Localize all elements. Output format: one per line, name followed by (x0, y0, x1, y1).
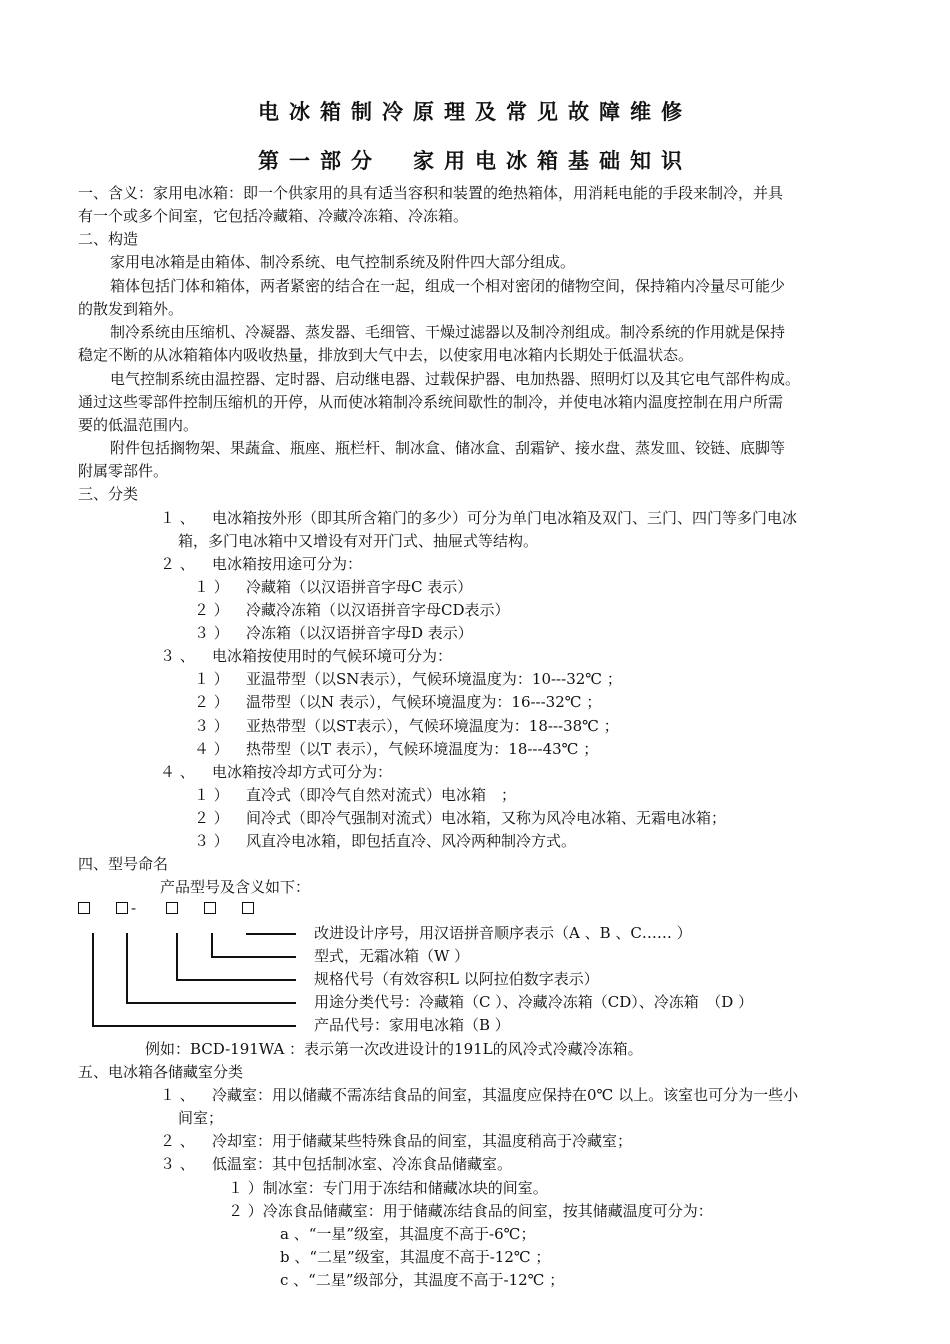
bracket-horizontal-4 (126, 1002, 296, 1004)
storage-3-1-text: １ ）制冰室：专门用于冻结和储藏冰块的间室。 (228, 1179, 548, 1197)
bracket-horizontal-1 (246, 933, 296, 935)
model-box-2 (116, 902, 128, 914)
construct-paragraph-3a: 制冷系统由压缩机、冷凝器、蒸发器、毛细管、干燥过滤器以及制冷剂组成。制冷系统的作用就是保持 (110, 323, 786, 341)
bracket-vertical-1 (92, 933, 94, 1026)
classify-1-text-b: 箱，多门电冰箱中又增设有对开门式、抽屉式等结构。 (178, 532, 539, 550)
classify-1-text-a: 电冰箱按外形（即其所含箱门的多少）可分为单门电冰箱及双门、三门、四门等多门电冰 (212, 509, 798, 527)
classify-4-3-text: 风直冷电冰箱，即包括直冷、风冷两种制冷方式。 (246, 832, 577, 850)
section-3-heading: 三、分类 (78, 485, 139, 503)
storage-star-b: b 、“二星”级室，其温度不高于-12℃ ； (280, 1248, 551, 1266)
classify-2-2-number: ２ ） (194, 601, 229, 619)
construct-paragraph-2b: 的散发到箱外。 (78, 300, 184, 318)
classify-4-number: ４ 、 (160, 763, 195, 781)
classify-3-2-number: ２ ） (194, 693, 229, 711)
classify-2-1-text: 冷藏箱（以汉语拼音字母C 表示） (246, 578, 473, 596)
section-2-heading: 二、构造 (78, 230, 139, 248)
construct-paragraph-5a: 附件包括搁物架、果蔬盒、瓶座、瓶栏杆、制冰盒、储冰盒、刮霜铲、接水盘、蒸发皿、铰链、底脚等 (110, 439, 786, 457)
classify-4-2-number: ２ ） (194, 809, 229, 827)
model-box-5 (242, 902, 254, 914)
storage-2-number: ２ 、 (160, 1132, 195, 1150)
classify-3-2-text: 温带型（以N 表示），气候环境温度为：16---32℃ ； (246, 693, 602, 711)
classify-3-1-text: 亚温带型（以SN表示），气候环境温度为：10---32℃ ； (246, 670, 622, 688)
storage-1-text-a: 冷藏室：用以储藏不需冻结食品的间室，其温度应保持在0℃ 以上。该室也可分为一些小 (212, 1086, 799, 1104)
model-box-3 (166, 902, 178, 914)
document-subtitle: 第一部分 家用电冰箱基础知识 (258, 148, 692, 173)
storage-3-text: 低温室：其中包括制冰室、冷冻食品储藏室。 (212, 1155, 513, 1173)
model-label-spec: 规格代号（有效容积L 以阿拉伯数字表示） (314, 970, 599, 988)
classify-3-1-number: １ ） (194, 670, 229, 688)
classify-4-3-number: ３ ） (194, 832, 229, 850)
storage-2-text: 冷却室：用于储藏某些特殊食品的间室，其温度稍高于冷藏室； (212, 1132, 633, 1150)
bracket-horizontal-3 (176, 979, 296, 981)
model-box-1 (78, 902, 90, 914)
construct-paragraph-4c: 要的低温范围内。 (78, 416, 199, 434)
classify-4-text: 电冰箱按冷却方式可分为： (212, 763, 393, 781)
bracket-vertical-3 (176, 933, 178, 980)
storage-3-number: ３ 、 (160, 1155, 195, 1173)
section-5-heading: 五、电冰箱各储藏室分类 (78, 1063, 244, 1081)
classify-3-text: 电冰箱按使用时的气候环境可分为： (212, 647, 453, 665)
model-label-improvement: 改进设计序号，用汉语拼音顺序表示（A 、B 、C…… ） (314, 924, 692, 942)
classify-3-4-text: 热带型（以T 表示），气候环境温度为：18---43℃ ； (246, 740, 599, 758)
model-intro: 产品型号及含义如下： (160, 878, 311, 896)
bracket-horizontal-5 (92, 1025, 296, 1027)
section-1-line-1: 一、含义：家用电冰箱：即一个供家用的具有适当容积和装置的绝热箱体，用消耗电能的手段来制冷，并具 (78, 184, 784, 202)
storage-3-2-text: ２ ）冷冻食品储藏室：用于储藏冻结食品的间室，按其储藏温度可分为： (228, 1202, 713, 1220)
classify-4-2-text: 间冷式（即冷气强制对流式）电冰箱，又称为风冷电冰箱、无霜电冰箱； (246, 809, 727, 827)
classify-3-number: ３ 、 (160, 647, 195, 665)
bracket-horizontal-2 (211, 956, 296, 958)
bracket-vertical-4 (211, 933, 213, 957)
storage-star-a: a 、“一星”级室，其温度不高于-6℃； (280, 1225, 536, 1243)
construct-paragraph-1: 家用电冰箱是由箱体、制冷系统、电气控制系统及附件四大部分组成。 (110, 253, 576, 271)
model-box-4 (204, 902, 216, 914)
construct-paragraph-4a: 电气控制系统由温控器、定时器、启动继电器、过载保护器、电加热器、照明灯以及其它电气部件构成。 (110, 370, 801, 388)
model-label-product: 产品代号：家用电冰箱（B ） (314, 1016, 510, 1034)
classify-2-2-text: 冷藏冷冻箱（以汉语拼音字母CD表示） (246, 601, 510, 619)
classify-2-number: ２ 、 (160, 555, 195, 573)
classify-1-number: １ 、 (160, 509, 195, 527)
classify-2-text: 电冰箱按用途可分为： (212, 555, 363, 573)
classify-2-3-text: 冷冻箱（以汉语拼音字母D 表示） (246, 624, 473, 642)
classify-3-3-number: ３ ） (194, 717, 229, 735)
classify-3-3-text: 亚热带型（以ST表示），气候环境温度为：18---38℃ ； (246, 717, 619, 735)
storage-1-text-b: 间室； (178, 1109, 224, 1127)
model-label-type: 型式，无霜冰箱（W ） (314, 947, 470, 965)
document-title: 电冰箱制冷原理及常见故障维修 (258, 99, 692, 124)
construct-paragraph-4b: 通过这些零部件控制压缩机的开停，从而使冰箱制冷系统间歇性的制冷，并使电冰箱内温度控制在用户所需 (78, 393, 784, 411)
model-dash: - (131, 899, 137, 917)
construct-paragraph-2a: 箱体包括门体和箱体，两者紧密的结合在一起，组成一个相对密闭的储物空间，保持箱内冷量尽可能少 (110, 277, 786, 295)
classify-2-1-number: １ ） (194, 578, 229, 596)
model-label-usage: 用途分类代号：冷藏箱（C ）、冷藏冷冻箱（CD）、冷冻箱 （D ） (314, 993, 754, 1011)
section-1-line-2: 有一个或多个间室，它包括冷藏箱、冷藏冷冻箱、冷冻箱。 (78, 207, 469, 225)
section-4-heading: 四、型号命名 (78, 855, 169, 873)
classify-4-1-text: 直冷式（即冷气自然对流式）电冰箱 ； (246, 786, 517, 804)
bracket-vertical-2 (126, 933, 128, 1003)
classify-3-4-number: ４ ） (194, 740, 229, 758)
classify-2-3-number: ３ ） (194, 624, 229, 642)
model-example: 例如：BCD-191WA ：表示第一次改进设计的191L的风冷式冷藏冷冻箱。 (145, 1040, 643, 1058)
classify-4-1-number: １ ） (194, 786, 229, 804)
construct-paragraph-5b: 附属零部件。 (78, 462, 169, 480)
construct-paragraph-3b: 稳定不断的从冰箱箱体内吸收热量，排放到大气中去，以使家用电冰箱内长期处于低温状态。 (78, 346, 694, 364)
storage-1-number: １ 、 (160, 1086, 195, 1104)
storage-star-c: c 、“二星”级部分，其温度不高于-12℃ ； (280, 1271, 565, 1289)
